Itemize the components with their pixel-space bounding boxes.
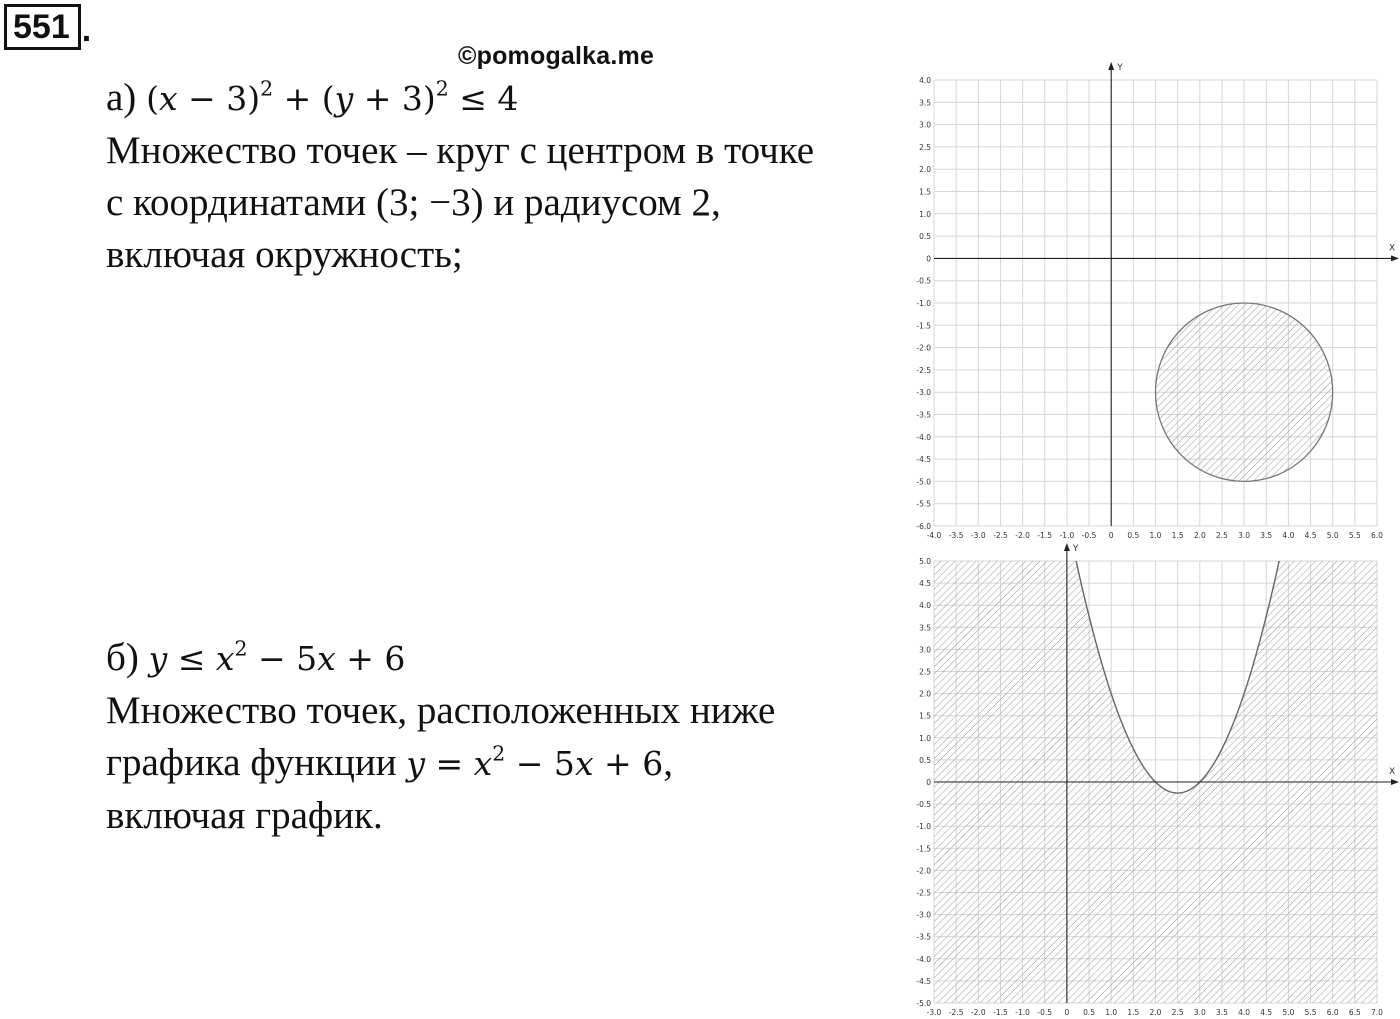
y-tick-label: -4.0 (916, 432, 931, 442)
y-tick-label: 2.5 (919, 142, 931, 152)
x-tick-label: 4.0 (1282, 531, 1295, 540)
y-tick-label: 4.0 (919, 601, 931, 611)
x-tick-label: 5.5 (1348, 531, 1361, 540)
y-tick-label: 1.0 (919, 209, 931, 219)
y-tick-label: 5.0 (919, 557, 931, 566)
part-b-inequality (106, 632, 775, 685)
y-tick-label: 0.5 (919, 232, 931, 242)
x-tick-label: -0.5 (1037, 1008, 1053, 1017)
y-tick-label: 1.5 (919, 187, 931, 197)
x-tick-label: 2.0 (1149, 1008, 1162, 1017)
x-tick-label: -2.5 (993, 531, 1008, 540)
x-tick-label: -4.0 (926, 531, 942, 540)
graph-a (900, 56, 1400, 546)
part-b-text (106, 632, 775, 842)
x-tick-label: 3.5 (1260, 531, 1273, 540)
y-tick-label: -2.0 (916, 866, 931, 876)
x-tick-label: 6.5 (1348, 1008, 1361, 1017)
x-axis-arrow (1391, 255, 1399, 261)
y-tick-label: -0.5 (916, 276, 931, 286)
x-axis-arrow (1391, 779, 1399, 785)
part-b-function: $y = x^2 - 5x + 6$ (406, 741, 664, 783)
x-tick-label: 4.5 (1304, 531, 1317, 540)
y-tick-label: 0 (926, 778, 931, 787)
y-tick-label: 2.0 (919, 165, 931, 175)
x-tick-label: 2.5 (1171, 1008, 1184, 1017)
x-tick-label: -3.5 (948, 531, 964, 540)
y-tick-label: -3.0 (916, 910, 931, 920)
part-a-label: а) (106, 76, 137, 119)
x-tick-label: 0 (1108, 531, 1114, 540)
x-tick-label: -1.5 (993, 1008, 1008, 1017)
part-b-line-2: графика функции $y = x^2 - 5x + 6$, (106, 741, 673, 784)
shaded-disk (1156, 303, 1333, 481)
x-tick-label: 1.0 (1149, 531, 1162, 540)
x-tick-label: 3.0 (1238, 531, 1251, 540)
y-axis-name: Y (1117, 63, 1123, 73)
part-b-label: б) (106, 636, 139, 679)
graph-a-svg (900, 56, 1400, 546)
y-tick-label: 1.5 (919, 711, 931, 721)
x-tick-label: 4.5 (1260, 1008, 1273, 1017)
x-tick-label: 0.5 (1127, 531, 1140, 540)
graph-b (900, 538, 1400, 1019)
part-a-text (106, 72, 814, 281)
part-b-line-3: включая график. (106, 794, 383, 837)
y-tick-label: 1.0 (919, 733, 931, 743)
grid (934, 80, 1377, 526)
x-tick-label: 3.0 (1193, 1008, 1206, 1017)
y-tick-label: -6.0 (916, 522, 931, 531)
x-tick-label: 0 (1064, 1008, 1070, 1017)
y-tick-label: -3.0 (916, 388, 931, 398)
x-tick-label: -1.5 (1037, 531, 1053, 540)
x-tick-label: -2.0 (1015, 531, 1030, 540)
y-axis-name: Y (1072, 544, 1079, 554)
x-tick-label: 7.0 (1371, 1008, 1383, 1017)
x-tick-label: 5.5 (1304, 1008, 1317, 1017)
x-tick-label: 0.5 (1083, 1008, 1096, 1017)
y-tick-label: -2.0 (916, 343, 931, 353)
y-tick-label: 2.0 (919, 689, 931, 699)
y-tick-label: 2.5 (919, 667, 931, 677)
x-tick-label: 5.0 (1326, 531, 1339, 540)
part-a-line-3: включая окружность; (106, 233, 463, 276)
y-tick-label: 3.5 (919, 623, 931, 633)
y-tick-label: 3.0 (919, 120, 931, 130)
x-tick-label: -0.5 (1081, 531, 1097, 540)
x-tick-label: -1.0 (1015, 1008, 1030, 1017)
y-tick-label: 3.0 (919, 645, 931, 655)
x-tick-label: 1.5 (1171, 531, 1184, 540)
y-tick-label: 3.5 (919, 98, 931, 108)
y-tick-label: -2.5 (916, 365, 931, 375)
y-tick-label: 0.5 (919, 755, 931, 765)
y-tick-label: 0 (926, 254, 931, 264)
x-tick-label: 2.5 (1215, 531, 1228, 540)
graph-b-svg (900, 538, 1400, 1019)
x-tick-label: -1.0 (1059, 531, 1075, 540)
part-a-line-2: с координатами (3; −3) и радиусом 2, (106, 181, 721, 224)
part-b-formula: $y \le x^2 - 5x + 6$ (148, 636, 406, 678)
y-tick-label: -4.0 (916, 954, 931, 964)
y-tick-label: -0.5 (916, 800, 931, 810)
x-tick-label: -3.0 (970, 531, 986, 540)
y-axis-arrow (1064, 543, 1070, 551)
x-tick-label: -2.0 (970, 1008, 986, 1017)
x-axis-name: X (1389, 243, 1396, 254)
x-axis-name: X (1389, 767, 1396, 777)
part-b-line-1: Множество точек, расположенных ниже (106, 689, 776, 732)
part-a-inequality (106, 72, 814, 125)
part-a-formula: $(x - 3)^2 + (y + 3)^2 \le 4$ (146, 76, 519, 118)
y-tick-label: -3.5 (916, 932, 931, 942)
watermark: ©pomogalka.me (458, 42, 655, 70)
y-tick-label: -1.0 (916, 822, 931, 832)
part-a-line-1: Множество точек – круг с центром в точке (106, 129, 815, 172)
x-tick-label: -3.0 (926, 1008, 942, 1017)
x-tick-label: 3.5 (1215, 1008, 1228, 1017)
problem-number: 551 . (4, 4, 81, 50)
x-tick-label: 6.0 (1371, 531, 1383, 540)
x-tick-label: 1.5 (1127, 1008, 1140, 1017)
y-tick-label: -4.5 (916, 455, 931, 465)
y-tick-label: -5.0 (916, 477, 931, 487)
axes (934, 62, 1399, 526)
x-tick-label: 4.0 (1238, 1008, 1251, 1017)
y-tick-label: -5.5 (916, 499, 931, 509)
y-tick-label: -4.5 (916, 976, 931, 986)
x-tick-label: 2.0 (1193, 531, 1206, 540)
y-tick-label: -3.5 (916, 410, 931, 420)
y-axis-arrow (1108, 62, 1114, 70)
x-tick-label: 6.0 (1326, 1008, 1339, 1017)
y-tick-label: -2.5 (916, 888, 931, 898)
y-tick-label: -1.5 (916, 844, 931, 854)
problem-number-dot: . (81, 11, 92, 49)
x-tick-label: 5.0 (1282, 1008, 1295, 1017)
y-tick-label: -1.5 (916, 321, 931, 331)
x-tick-label: -2.5 (948, 1008, 964, 1017)
y-tick-label: -5.0 (916, 999, 931, 1008)
x-tick-label: 1.0 (1105, 1008, 1118, 1017)
y-tick-label: -1.0 (916, 299, 931, 308)
y-tick-label: 4.0 (919, 76, 931, 85)
y-tick-label: 4.5 (919, 579, 931, 589)
